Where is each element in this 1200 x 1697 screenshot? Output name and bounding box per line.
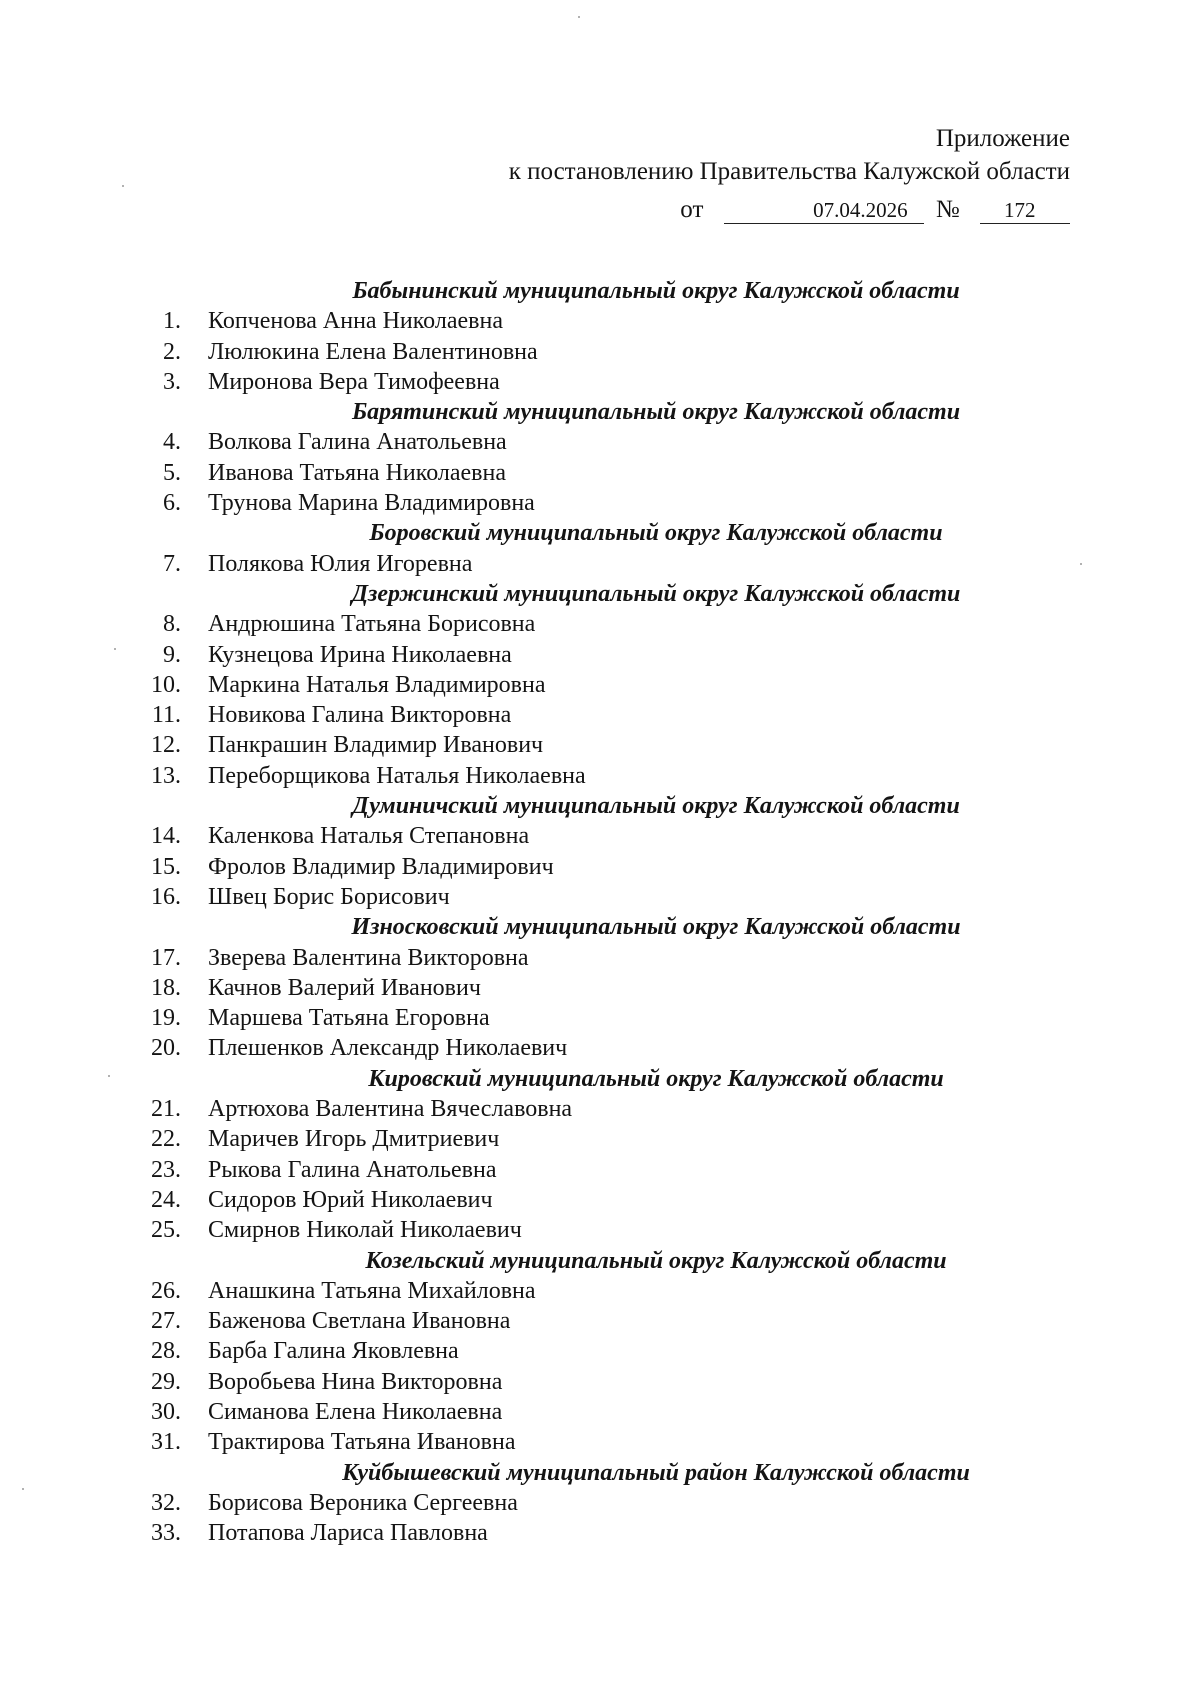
list-item [0, 852, 1200, 882]
appendix-subtitle: к постановлению Правительства Калужской области [508, 158, 1070, 185]
list-item-number: 19. [151, 1005, 181, 1032]
list-item [0, 943, 1200, 973]
list-item-number: 1. [163, 308, 181, 335]
list-item-number: 25. [151, 1217, 181, 1244]
list-item-number: 9. [163, 641, 181, 668]
list-item-name: Борисова Вероника Сергеевна [208, 1489, 518, 1516]
list-item-number: 33. [151, 1520, 181, 1547]
list-item-number: 29. [151, 1368, 181, 1395]
scan-speck [22, 1488, 24, 1490]
list-item-name: Потапова Лариса Павловна [208, 1520, 488, 1547]
list-item [0, 1155, 1200, 1185]
list-item [0, 670, 1200, 700]
list-item [0, 821, 1200, 851]
list-item [0, 549, 1200, 579]
list-item-number: 22. [151, 1126, 181, 1153]
list-item [0, 1003, 1200, 1033]
list-item [0, 367, 1200, 397]
district-heading: Износковский муниципальный округ Калужской области [351, 914, 961, 941]
list-item-number: 30. [151, 1398, 181, 1425]
district-heading: Кировский муниципальный округ Калужской области [368, 1065, 944, 1092]
list-item-number: 6. [163, 490, 181, 517]
list-item-number: 7. [163, 550, 181, 577]
list-item [0, 609, 1200, 639]
list-item-number: 31. [151, 1429, 181, 1456]
list-item-number: 23. [151, 1156, 181, 1183]
district-heading: Думиничский муниципальный округ Калужской области [352, 793, 960, 820]
list-item-name: Трунова Марина Владимировна [208, 490, 535, 517]
list-item [0, 458, 1200, 488]
list-item-number: 3. [163, 368, 181, 395]
list-item [0, 488, 1200, 518]
list-item-number: 32. [151, 1489, 181, 1516]
list-item-name: Качнов Валерий Иванович [208, 974, 481, 1001]
list-item-name: Люлюкина Елена Валентиновна [208, 338, 538, 365]
list-item-name: Симанова Елена Николаевна [208, 1398, 503, 1425]
list-item-number: 5. [163, 459, 181, 486]
list-item [0, 1306, 1200, 1336]
list-item-number: 15. [151, 853, 181, 880]
list-item [0, 1336, 1200, 1366]
resolution-date-line [680, 196, 1070, 224]
list-item-name: Переборщикова Наталья Николаевна [208, 762, 586, 789]
list-item [0, 1276, 1200, 1306]
list-item [0, 640, 1200, 670]
list-item-number: 12. [151, 732, 181, 759]
list-item-name: Воробьева Нина Викторовна [208, 1368, 503, 1395]
list-item-number: 14. [151, 823, 181, 850]
list-item [0, 973, 1200, 1003]
list-item [0, 1185, 1200, 1215]
list-item-name: Маричев Игорь Дмитриевич [208, 1126, 500, 1153]
list-item-name: Копченова Анна Николаевна [208, 308, 503, 335]
date-prefix: от [680, 196, 704, 223]
list-item [0, 1488, 1200, 1518]
list-item-name: Иванова Татьяна Николаевна [208, 459, 506, 486]
resolution-date: 07.04.2026 [724, 198, 924, 224]
list-item-number: 18. [151, 974, 181, 1001]
list-item-name: Трактирова Татьяна Ивановна [208, 1429, 516, 1456]
list-item-name: Панкрашин Владимир Иванович [208, 732, 544, 759]
list-item-number: 16. [151, 883, 181, 910]
resolution-number: 172 [980, 198, 1070, 224]
district-heading: Боровский муниципальный округ Калужской области [369, 520, 943, 547]
list-item-name: Зверева Валентина Викторовна [208, 944, 529, 971]
scan-speck [1080, 563, 1082, 565]
list-item-name: Сидоров Юрий Николаевич [208, 1186, 493, 1213]
list-item-name: Андрюшина Татьяна Борисовна [208, 611, 536, 638]
list-item-name: Кузнецова Ирина Николаевна [208, 641, 512, 668]
list-item [0, 337, 1200, 367]
list-item-name: Миронова Вера Тимофеевна [208, 368, 500, 395]
list-item-number: 11. [151, 702, 181, 729]
district-heading: Козельский муниципальный округ Калужской области [365, 1247, 947, 1274]
number-sign: № [935, 196, 960, 223]
list-item-name: Артюхова Валентина Вячеславовна [208, 1096, 573, 1123]
list-item [0, 700, 1200, 730]
list-item-number: 10. [151, 671, 181, 698]
nominee-list [0, 276, 1200, 1548]
list-item [0, 306, 1200, 336]
list-item-name: Маршева Татьяна Егоровна [208, 1005, 490, 1032]
list-item-name: Каленкова Наталья Степановна [208, 823, 530, 850]
list-item-name: Новикова Галина Викторовна [208, 702, 512, 729]
list-item-name: Барба Галина Яковлевна [208, 1338, 459, 1365]
list-item-number: 4. [163, 429, 181, 456]
scan-speck [578, 16, 580, 18]
list-item-number: 28. [151, 1338, 181, 1365]
list-item [0, 1397, 1200, 1427]
list-item [0, 427, 1200, 457]
list-item [0, 1367, 1200, 1397]
appendix-title: Приложение [935, 125, 1070, 152]
list-item-number: 2. [163, 338, 181, 365]
list-item-name: Анашкина Татьяна Михайловна [208, 1277, 536, 1304]
district-heading: Бабынинский муниципальный округ Калужской области [352, 278, 960, 304]
list-item-number: 27. [151, 1308, 181, 1335]
list-item-name: Швец Борис Борисович [208, 883, 450, 910]
list-item [0, 730, 1200, 760]
scan-speck [114, 648, 116, 650]
scan-speck [108, 1075, 110, 1077]
list-item-number: 26. [151, 1277, 181, 1304]
district-heading: Барятинский муниципальный округ Калужской области [351, 399, 961, 426]
list-item [0, 882, 1200, 912]
list-item-number: 24. [151, 1186, 181, 1213]
district-heading: Куйбышевский муниципальный район Калужской области [342, 1459, 970, 1486]
list-item-name: Смирнов Николай Николаевич [208, 1217, 522, 1244]
list-item [0, 1427, 1200, 1457]
list-item [0, 1094, 1200, 1124]
list-item [0, 1215, 1200, 1245]
list-item-number: 17. [151, 944, 181, 971]
list-item [0, 1124, 1200, 1154]
list-item-name: Рыкова Галина Анатольевна [208, 1156, 497, 1183]
district-heading: Дзержинский муниципальный округ Калужской области [351, 580, 961, 607]
list-item-name: Полякова Юлия Игоревна [208, 550, 473, 577]
list-item [0, 1518, 1200, 1548]
scan-speck [122, 185, 124, 187]
list-item-number: 13. [151, 762, 181, 789]
list-item-name: Фролов Владимир Владимирович [208, 853, 554, 880]
list-item [0, 1033, 1200, 1063]
appendix-header [509, 122, 1070, 188]
list-item-name: Волкова Галина Анатольевна [208, 429, 507, 456]
list-item-name: Маркина Наталья Владимировна [208, 671, 546, 698]
list-item-name: Плешенков Александр Николаевич [208, 1035, 568, 1062]
list-item-number: 8. [163, 611, 181, 638]
list-item-name: Баженова Светлана Ивановна [208, 1308, 511, 1335]
list-item [0, 761, 1200, 791]
list-item-number: 20. [151, 1035, 181, 1062]
list-item-number: 21. [151, 1096, 181, 1123]
